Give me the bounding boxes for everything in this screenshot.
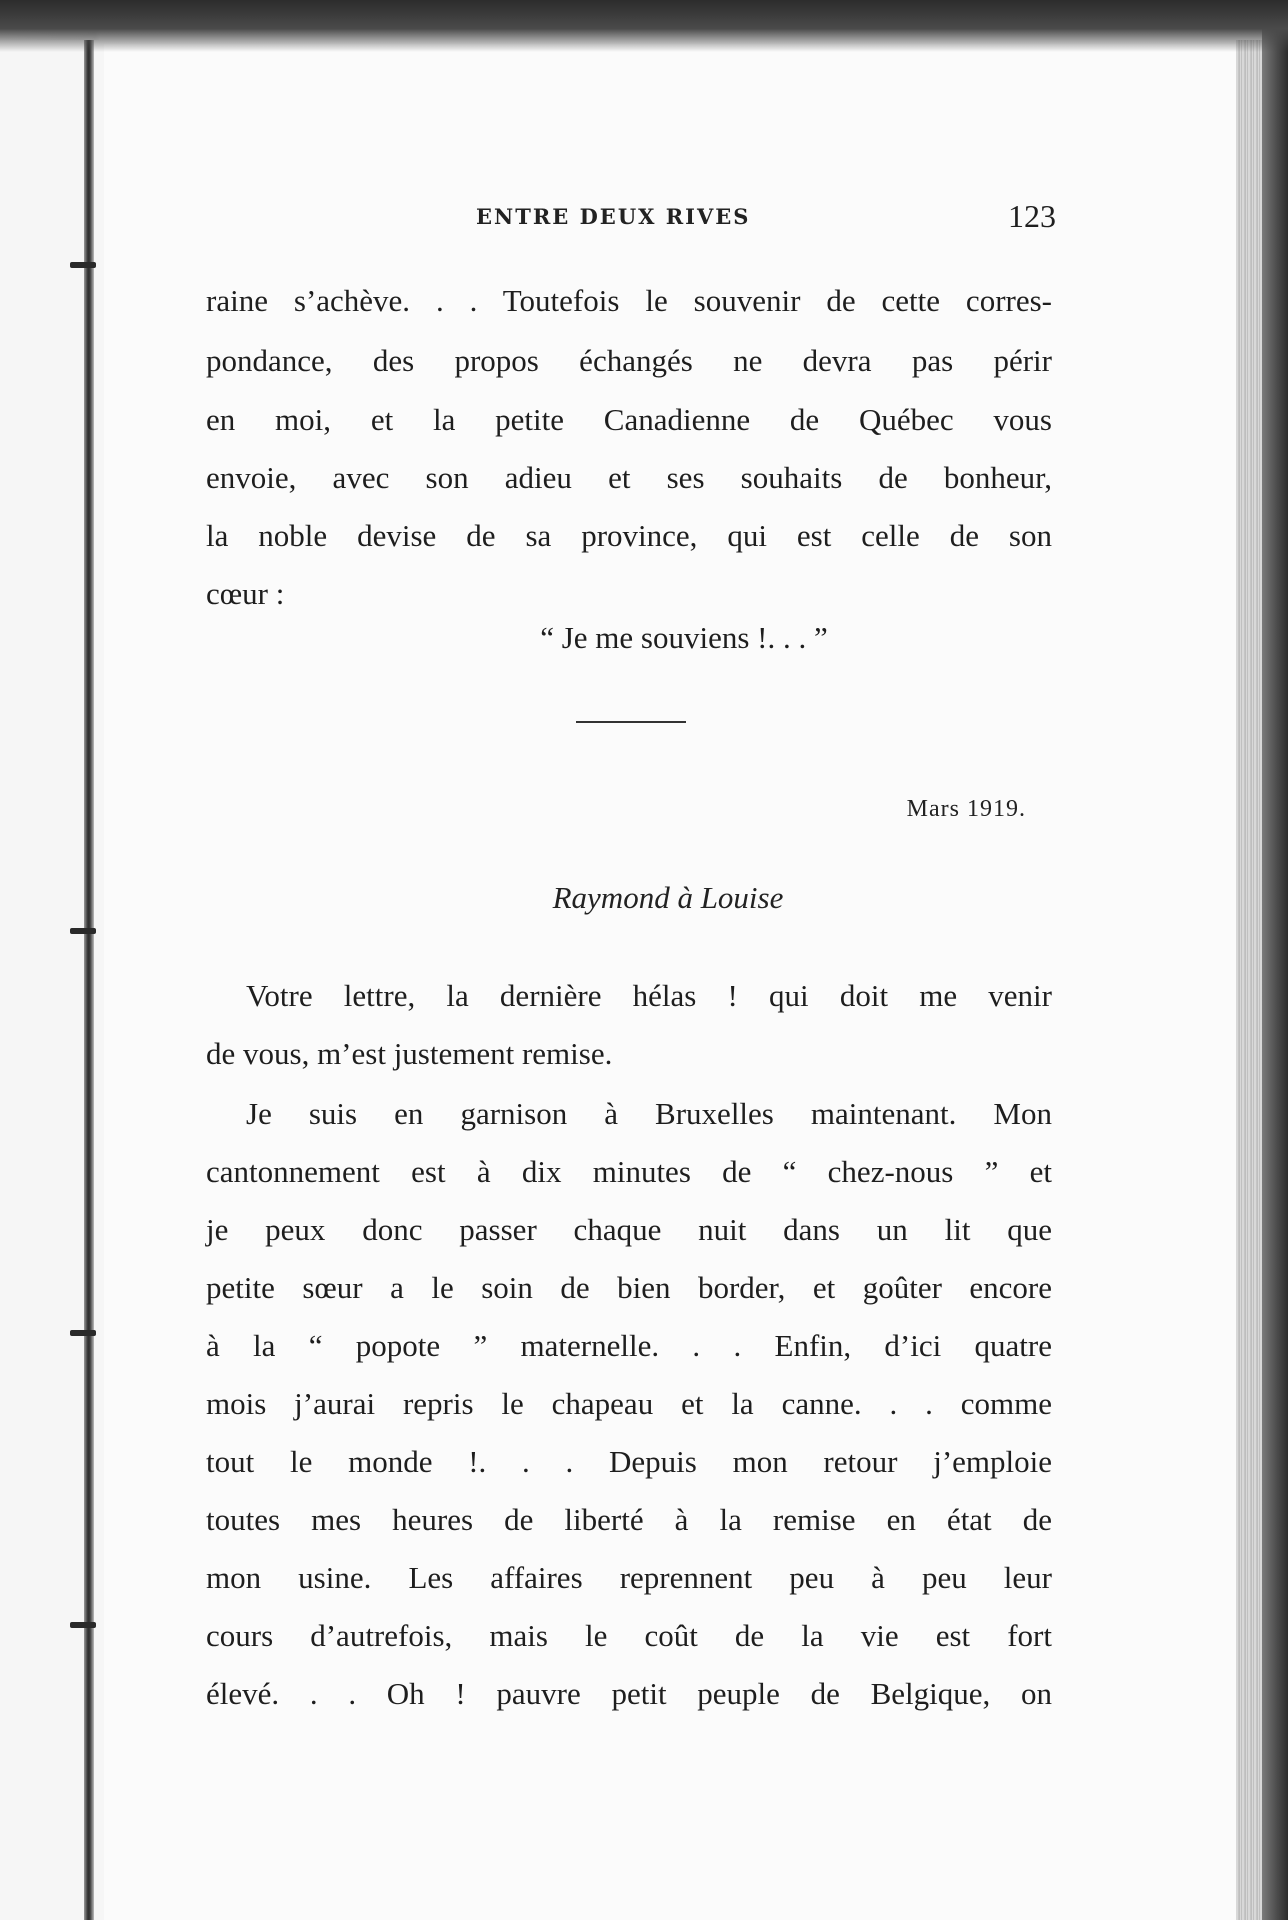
book-cover-edge <box>1262 0 1288 1920</box>
letter-date: Mars 1919. <box>906 796 1026 822</box>
running-title: ENTRE DEUX RIVES <box>476 204 751 229</box>
text-line: mon usine. Les affaires reprennent peu à peu leur <box>206 1560 1052 1595</box>
book-spine-binding <box>84 40 94 1920</box>
text-line: cantonnement est à dix minutes de “ chez-nous ” et <box>206 1154 1052 1189</box>
scan-top-shadow <box>0 0 1288 52</box>
binding-stitch <box>70 1622 96 1628</box>
text-line: tout le monde !. . . Depuis mon retour j’emploie <box>206 1444 1052 1479</box>
binding-stitch <box>70 928 96 934</box>
binding-stitch <box>70 1330 96 1336</box>
running-head <box>206 198 1056 240</box>
text-line: à la “ popote ” maternelle. . . Enfin, d’ici quatre <box>206 1328 1052 1363</box>
text-line: envoie, avec son adieu et ses souhaits de bonheur, <box>206 460 1052 495</box>
text-line: cours d’autrefois, mais le coût de la vie est fort <box>206 1618 1052 1653</box>
text-line: Je suis en garnison à Bruxelles maintenant. Mon <box>246 1096 1052 1131</box>
text-line: je peux donc passer chaque nuit dans un lit que <box>206 1212 1052 1247</box>
text-line: la noble devise de sa province, qui est celle de son <box>206 518 1052 553</box>
text-line: raine s’achève. . . Toutefois le souvenir de cette corres- <box>206 283 1052 318</box>
motto-quote: “ Je me souviens !. . . ” <box>540 620 828 655</box>
text-line: de vous, m’est justement remise. <box>206 1036 613 1071</box>
text-line: petite sœur a le soin de bien border, et goûter encore <box>206 1270 1052 1305</box>
text-line: en moi, et la petite Canadienne de Québec vous <box>206 402 1052 437</box>
text-line: élevé. . . Oh ! pauvre petit peuple de Belgique, on <box>206 1676 1052 1711</box>
binding-stitch <box>70 262 96 268</box>
text-line: Votre lettre, la dernière hélas ! qui doit me venir <box>246 978 1052 1013</box>
text-line: pondance, des propos échangés ne devra pas périr <box>206 343 1052 378</box>
text-line: mois j’aurai repris le chapeau et la canne. . . comme <box>206 1386 1052 1421</box>
section-divider <box>576 721 686 723</box>
letter-heading: Raymond à Louise <box>552 880 784 915</box>
page-number: 123 <box>1008 198 1056 234</box>
text-line: cœur : <box>206 576 285 611</box>
text-line: toutes mes heures de liberté à la remise en état de <box>206 1502 1052 1537</box>
